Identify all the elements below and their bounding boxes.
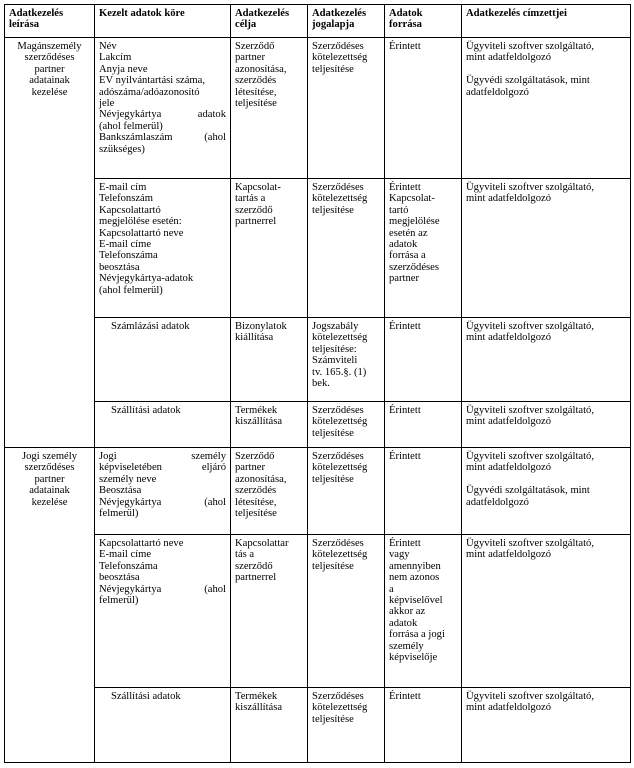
cell-line: Szerződéses	[312, 182, 364, 193]
cell-line: Adatkezelés	[312, 8, 367, 19]
cell-line: kötelezettség	[312, 549, 368, 561]
cell-line: mint adatfeldolgozó	[466, 462, 552, 474]
cell-line: Termékek	[235, 691, 278, 702]
recipients-cell	[462, 318, 631, 402]
cell-line: Telefonszám	[99, 193, 153, 205]
cell-line: partner	[34, 63, 65, 75]
cell-line: Bizonylatok	[235, 321, 287, 332]
source-cell	[385, 38, 462, 179]
cell-line: Szerződéses	[312, 538, 364, 549]
legal-basis-cell	[308, 179, 385, 318]
purpose-cell	[231, 688, 308, 763]
cell-line: teljesítése	[312, 204, 354, 216]
cell-line: megjelölése esetén:	[99, 216, 182, 228]
source-cell	[385, 318, 462, 402]
cell-line: amennyiben	[389, 560, 441, 572]
cell-line: partner	[34, 473, 65, 485]
source-cell	[385, 179, 462, 318]
cell-line: E-mail címe	[99, 549, 152, 561]
source-cell	[385, 688, 462, 763]
cell-line: teljesítése	[235, 508, 277, 520]
cell-line: Adatkezelés	[235, 8, 290, 19]
cell-line: leírása	[9, 19, 40, 31]
cell-line: Beosztása	[99, 485, 142, 497]
cell-line: a	[389, 583, 394, 595]
data-scope-cell	[95, 318, 231, 402]
cell-line: Adatok	[389, 8, 423, 19]
cell-line: kötelezettség	[312, 462, 368, 474]
cell-line: jele	[99, 98, 115, 110]
cell-line: Szállítási adatok	[111, 405, 181, 416]
header-cell	[462, 5, 631, 38]
cell-line: adatok	[389, 617, 418, 629]
cell-line: partnerrel	[235, 572, 277, 584]
cell-line: Anyja neve	[99, 63, 148, 75]
cell-line: létesítése,	[235, 86, 277, 98]
cell-line: Érintett	[389, 691, 421, 702]
cell-line: Telefonszáma	[99, 560, 158, 572]
cell-line: adatok	[389, 239, 418, 251]
cell-line: kiszállítása	[235, 702, 283, 714]
cell-line: Bankszámlaszám (ahol	[99, 132, 226, 144]
cell-line: Kapcsolattar	[235, 538, 289, 549]
cell-line: esetén az	[389, 227, 428, 239]
table-row	[5, 535, 631, 688]
cell-line: kötelezettség	[312, 193, 368, 205]
cell-line: szerződéses	[24, 462, 75, 474]
data-scope-cell	[95, 179, 231, 318]
cell-line: Kapcsolattartó neve	[99, 538, 184, 549]
cell-line: teljesítése	[235, 98, 277, 110]
cell-line: szerződés	[235, 75, 277, 87]
cell-line: kötelezettség	[312, 52, 368, 64]
header-cell	[308, 5, 385, 38]
cell-line: Ügyvédi szolgáltatások, mint	[466, 485, 590, 497]
cell-line: tartás a	[235, 193, 266, 205]
cell-line: Érintett	[389, 321, 421, 332]
cell-line: Ügyviteli szoftver szolgáltató,	[466, 691, 594, 702]
source-cell	[385, 448, 462, 535]
cell-line: Szerződéses	[312, 451, 364, 462]
cell-line: E-mail címe	[99, 239, 152, 251]
cell-line: személy neve	[99, 473, 157, 485]
cell-line: létesítése,	[235, 496, 277, 508]
cell-line: teljesítése:	[312, 343, 357, 355]
data-scope-cell	[95, 38, 231, 179]
recipients-cell	[462, 688, 631, 763]
cell-line: Jogi személy	[21, 451, 78, 462]
cell-line: Magánszemély	[17, 41, 82, 52]
source-cell	[385, 535, 462, 688]
recipients-cell	[462, 402, 631, 448]
cell-line: Termékek	[235, 405, 278, 416]
cell-line: Lakcím	[99, 52, 132, 64]
cell-line: Szerződéses	[312, 41, 364, 52]
cell-line: Jogi személy	[99, 451, 226, 462]
cell-line: felmerül)	[99, 508, 139, 520]
recipients-cell	[462, 38, 631, 179]
cell-line: felmerül)	[99, 595, 139, 607]
cell-line: (ahol felmerül)	[99, 120, 163, 132]
source-cell	[385, 402, 462, 448]
cell-line: Jogszabály	[312, 321, 359, 332]
cell-line: forrása a	[389, 250, 426, 262]
cell-line: szerződő	[235, 204, 273, 216]
cell-line: Kapcsolattartó neve	[99, 227, 184, 239]
header-cell	[95, 5, 231, 38]
cell-line: Kezelt adatok köre	[99, 8, 185, 19]
legal-basis-cell	[308, 688, 385, 763]
cell-line: azonosítása,	[235, 473, 287, 485]
purpose-cell	[231, 179, 308, 318]
cell-line: Érintett	[389, 41, 421, 52]
cell-line: teljesítése	[312, 427, 354, 439]
cell-line: szerződés	[235, 485, 277, 497]
table-row	[5, 38, 631, 179]
legal-basis-cell	[308, 318, 385, 402]
cell-line	[466, 474, 626, 485]
data-scope-cell	[95, 402, 231, 448]
cell-line: Érintett	[389, 451, 421, 462]
cell-line: kötelezettség	[312, 416, 368, 428]
legal-basis-cell	[308, 38, 385, 179]
cell-line: Kapcsolat-	[235, 182, 281, 193]
cell-line: kezelése	[31, 86, 68, 98]
cell-line: mint adatfeldolgozó	[466, 52, 552, 64]
cell-line: beosztása	[99, 261, 140, 273]
cell-line: adatfeldolgozó	[466, 86, 529, 98]
cell-line: partner	[235, 462, 265, 474]
cell-line: Kapcsolattartó	[99, 204, 161, 216]
cell-line: akkor az	[389, 606, 426, 618]
cell-line: adatainak	[29, 75, 70, 87]
cell-line: partner	[389, 273, 419, 285]
cell-line: EV nyilvántartási száma,	[99, 75, 206, 87]
cell-line: Ügyviteli szoftver szolgáltató,	[466, 538, 594, 549]
cell-line: Ügyviteli szoftver szolgáltató,	[466, 182, 594, 193]
data-scope-cell	[95, 688, 231, 763]
cell-line: Névjegykártya (ahol	[99, 496, 226, 508]
cell-line: Szerződő	[235, 451, 275, 462]
cell-line: Ügyvédi szolgáltatások, mint	[466, 75, 590, 87]
cell-line: szerződő	[235, 560, 273, 572]
table-row	[5, 402, 631, 448]
cell-line: teljesítése	[312, 560, 354, 572]
cell-line: Számlázási adatok	[111, 321, 190, 332]
cell-line: képviselővel	[389, 595, 443, 607]
cell-line	[466, 64, 626, 75]
table-row	[5, 688, 631, 763]
purpose-cell	[231, 535, 308, 688]
cell-line: személy	[389, 640, 424, 652]
cell-line: megjelölése	[389, 216, 440, 228]
purpose-cell	[231, 402, 308, 448]
recipients-cell	[462, 179, 631, 318]
cell-line: Névjegykártya (ahol	[99, 583, 226, 595]
cell-line: mint adatfeldolgozó	[466, 193, 552, 205]
legal-basis-cell	[308, 448, 385, 535]
cell-line: Szállítási adatok	[111, 691, 181, 702]
cell-line: adatfeldolgozó	[466, 496, 529, 508]
cell-line: Szerződő	[235, 41, 275, 52]
cell-line: nem azonos	[389, 572, 440, 584]
cell-line: kezelése	[31, 496, 68, 508]
description-cell	[5, 448, 95, 763]
cell-line: E-mail cím	[99, 182, 147, 193]
cell-line: bek.	[312, 378, 330, 390]
cell-line: Ügyviteli szoftver szolgáltató,	[466, 321, 594, 332]
cell-line: jogalapja	[312, 19, 355, 31]
cell-line: tás a	[235, 549, 255, 561]
cell-line: Ügyviteli szoftver szolgáltató,	[466, 41, 594, 52]
description-cell	[5, 38, 95, 448]
cell-line: Ügyviteli szoftver szolgáltató,	[466, 405, 594, 416]
cell-line: forrása a jogi	[389, 629, 445, 641]
cell-line: kötelezettség	[312, 332, 368, 344]
cell-line: beosztása	[99, 572, 140, 584]
cell-line: mint adatfeldolgozó	[466, 332, 552, 344]
cell-line: célja	[235, 19, 257, 31]
header-row	[5, 5, 631, 38]
header-cell	[5, 5, 95, 38]
cell-line: partner	[235, 52, 265, 64]
cell-line: forrása	[389, 19, 422, 31]
header-cell	[231, 5, 308, 38]
cell-line: Adatkezelés	[9, 8, 64, 19]
cell-line: Számviteli	[312, 355, 358, 367]
purpose-cell	[231, 448, 308, 535]
cell-line: Kapcsolat-	[389, 193, 435, 205]
recipients-cell	[462, 448, 631, 535]
cell-line: tartó	[389, 204, 409, 216]
cell-line: kiszállítása	[235, 416, 283, 428]
cell-line: tv. 165.§. (1)	[312, 366, 367, 378]
cell-line: szükséges)	[99, 143, 145, 155]
cell-line: Szerződéses	[312, 405, 364, 416]
cell-line: azonosítása,	[235, 63, 287, 75]
cell-line: mint adatfeldolgozó	[466, 549, 552, 561]
cell-line: vagy	[389, 549, 410, 561]
legal-basis-cell	[308, 402, 385, 448]
legal-basis-cell	[308, 535, 385, 688]
cell-line: Név	[99, 41, 117, 52]
table-row	[5, 318, 631, 402]
table-row	[5, 448, 631, 535]
cell-line: Érintett	[389, 405, 421, 416]
cell-line: szerződéses	[24, 52, 75, 64]
cell-line: képviselője	[389, 652, 438, 664]
cell-line: teljesítése	[312, 473, 354, 485]
cell-line: szerződéses	[389, 261, 439, 273]
cell-line: partnerrel	[235, 216, 277, 228]
cell-line: Névjegykártya-adatok	[99, 273, 194, 285]
cell-line: Ügyviteli szoftver szolgáltató,	[466, 451, 594, 462]
recipients-cell	[462, 535, 631, 688]
purpose-cell	[231, 38, 308, 179]
cell-line: mint adatfeldolgozó	[466, 702, 552, 714]
cell-line: Adatkezelés címzettjei	[466, 8, 567, 19]
cell-line: Telefonszáma	[99, 250, 158, 262]
data-scope-cell	[95, 535, 231, 688]
cell-line: mint adatfeldolgozó	[466, 416, 552, 428]
cell-line: adatainak	[29, 485, 70, 497]
table-row	[5, 179, 631, 318]
cell-line: Névjegykártya adatok	[99, 109, 226, 121]
cell-line: Érintett	[389, 538, 421, 549]
cell-line: (ahol felmerül)	[99, 284, 163, 296]
cell-line: Szerződéses	[312, 691, 364, 702]
cell-line: kiállítása	[235, 332, 274, 344]
purpose-cell	[231, 318, 308, 402]
cell-line: Érintett	[389, 182, 421, 193]
cell-line: kötelezettség	[312, 702, 368, 714]
cell-line: teljesítése	[312, 63, 354, 75]
header-cell	[385, 5, 462, 38]
cell-line: képviseletében eljáró	[99, 462, 226, 474]
data-scope-cell	[95, 448, 231, 535]
cell-line: teljesítése	[312, 713, 354, 725]
data-processing-table	[4, 4, 631, 763]
cell-line: adószáma/adóazonosító	[99, 86, 200, 98]
